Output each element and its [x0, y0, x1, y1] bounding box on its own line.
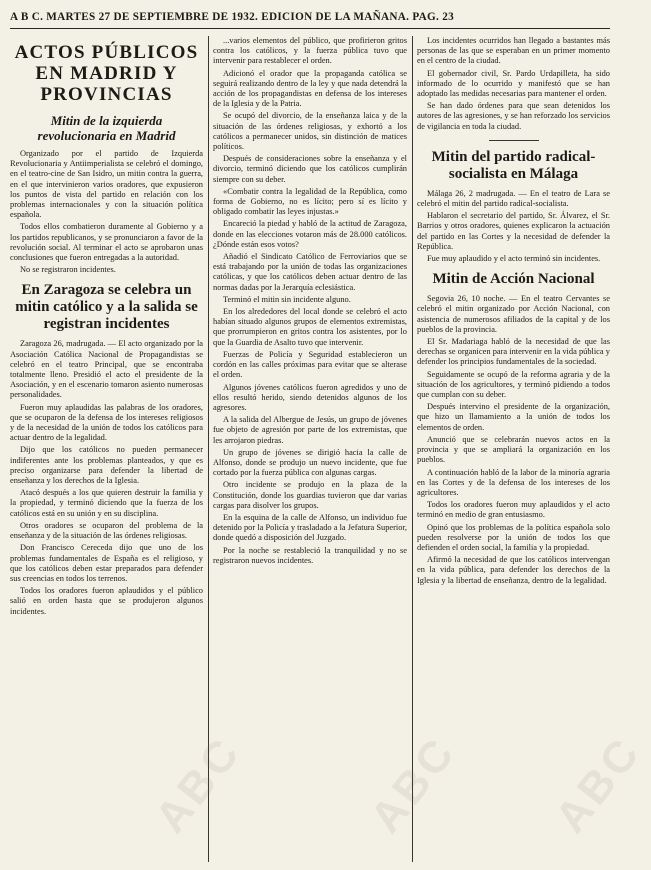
article-headline: Mitin de la izquierda revolucionaria en Madrid — [37, 113, 176, 143]
paragraph: Afirmó la necesidad de que los católicos intervengan en la vida pública, para defender los derechos de la Iglesia y la libertad de enseñanza, dentro de la legalidad. — [417, 555, 610, 585]
abc-watermark: ABC — [360, 727, 466, 843]
paragraph: «Combatir contra la legalidad de la República, como forma de Gobierno, no es lícito; pero sí es lícito y obligado combatir las leyes injustas.» — [213, 186, 407, 217]
paragraph: Todos los oradores fueron aplaudidos y el público salió en orden hasta que se produjeron algunos incidentes. — [10, 586, 203, 616]
paragraph: Después intervino el presidente de la organización, que hizo un llamamiento a la unión de todos los elementos de orden. — [417, 402, 610, 432]
paragraph: A la salida del Albergue de Jesús, un grupo de jóvenes fue objeto de agresión por parte de los extremistas, que les arrojaron piedras. — [213, 415, 407, 445]
paragraph: Añadió el Sindicato Católico de Ferroviarios que se está trabajando por la unión de todas las organizaciones católicas, y que los católicos deben actuar dentro de las normas dadas por la Jerarquía eclesiástica. — [213, 252, 407, 292]
paragraph: Don Francisco Cereceda dijo que uno de los problemas fundamentales de España es el religioso, y que los católicos deben estar preparados para defender sus creencias en todos los terrenos. — [10, 543, 203, 583]
article-headline: En Zaragoza se celebra un mitin católico y a la salida se registran incidentes — [15, 282, 198, 333]
running-head: A B C. MARTES 27 DE SEPTIEMBRE DE 1932. EDICION DE LA MAÑANA. PAG. 23 — [10, 6, 610, 29]
paragraph: A continuación habló de la labor de la minoría agraria en las Cortes y de la defensa de los intereses de los agricultores. — [417, 467, 610, 497]
paragraph: Adicionó el orador que la propaganda católica se seguirá realizando dentro de la ley y que nada detendrá la acción de los propagandistas en defensa de los intereses de la Iglesia y de la Patria. — [213, 68, 407, 109]
article-body — [10, 149, 203, 275]
paragraph: En la esquina de la calle de Alfonso, un individuo fue detenido por la Policía y trasladado a la Jefatura Superior, donde quedó a disposición del Juzgado. — [213, 512, 407, 543]
section-title: ACTOS PÚBLICOS EN MADRID Y PROVINCIAS — [14, 42, 199, 105]
article-accion-nacional — [417, 271, 610, 585]
article-zaragoza — [10, 282, 203, 616]
paragraph: Se ocupó del divorcio, de la enseñanza laica y de la situación de las órdenes religiosas, y exhortó a los católicos a permanecer unidos, sin distinción de matices políticos. — [213, 111, 407, 152]
paragraph: Fuerzas de Policía y Seguridad establecieron un cordón en las calles próximas para evitar que se alterase el orden. — [213, 349, 407, 380]
paragraph: Dijo que los católicos no pueden permanecer indiferentes ante los problemas planteados, y que es preciso organizarse para defender la libertad de enseñanza y los derechos de la Iglesia. — [10, 445, 203, 486]
columns — [10, 36, 610, 862]
paragraph: Otros oradores se ocuparon del problema de la enseñanza y de la situación de las órdenes religiosas. — [10, 520, 203, 541]
article-body — [10, 339, 203, 616]
paragraph: Opinó que los problemas de la política española solo pueden resolverse por la unión de todos los que defienden el orden social, la familia y la propiedad. — [417, 522, 610, 552]
abc-watermark: ABC — [145, 727, 251, 843]
paragraph: Málaga 26, 2 madrugada. — En el teatro de Lara se celebró el mitin del partido radical-socialista. — [417, 188, 610, 209]
article-madrid — [10, 113, 203, 275]
paragraph: El Sr. Madariaga habló de la necesidad de que las derechas se organicen para intervenir en la vida pública y defender los principios fundamentales de la sociedad. — [417, 337, 610, 367]
paragraph: Fue muy aplaudido y el acto terminó sin incidentes. — [427, 254, 601, 264]
paragraph: Otro incidente se produjo en la plaza de la Constitución, donde los guardias tuvieron que dar varias cargas para disolver los grupos. — [213, 480, 407, 510]
paragraph: En los alrededores del local donde se celebró el acto habían situado algunos grupos de elementos extremistas, que prorrumpieron en gritos contra los asistentes, por lo que la Guardia de Asalto tuvo que intervenir. — [213, 307, 407, 347]
paragraph: Hablaron el secretario del partido, Sr. Álvarez, el Sr. Barrios y otros oradores, quienes explicaron la actuación del partido en las Cortes y la necesidad de defender la República. — [417, 211, 610, 251]
paragraph: Los incidentes ocurridos han llegado a bastantes más personas de las que se esperaban en un primer momento en el centro de la ciudad. — [417, 36, 610, 66]
article-body — [417, 294, 610, 585]
paragraph: Todos los oradores fueron muy aplaudidos y el acto terminó en medio de gran entusiasmo. — [417, 500, 610, 520]
paragraph: Algunos jóvenes católicos fueron agredidos y uno de ellos resultó herido, siendo detenidos algunos de los agresores. — [213, 382, 407, 412]
paragraph: Seguidamente se ocupó de la reforma agraria y de la situación de los agricultores, y terminó pidiendo a todos que cumplan con su deber. — [417, 369, 610, 400]
paragraph: Fueron muy aplaudidas las palabras de los oradores, que se ocuparon de la defensa de los intereses religiosos y de la necesidad de la unión de todos los católicos para actuar dentro de la legalidad. — [10, 402, 203, 443]
paragraph: Segovia 26, 10 noche. — En el teatro Cervantes se celebró el mitin organizado por Acción Nacional, con asistencia de numerosos afiliados de la capital y de los pueblos de la provincia. — [417, 294, 610, 334]
paragraph: Organizado por el partido de Izquierda Revolucionaria y Antiimperialista se celebró el domingo, en el teatro-cine de San Isidro, un mitin contra la guerra, en el que intervinieron varios oradores, que expusieron los puntos de vista del partido en relación con los problemas internacionales y con la situación política española. — [10, 149, 203, 220]
newspaper-page — [10, 6, 610, 864]
paragraph: El gobernador civil, Sr. Pardo Urdapilleta, ha sido informado de lo ocurrido y manifestó que se han adoptado las medidas necesarias para mantener el orden. — [417, 68, 610, 99]
column-2 — [213, 36, 407, 862]
column-3 — [417, 36, 610, 862]
paragraph: Un grupo de jóvenes se dirigió hacia la calle de Alfonso, donde se produjo un nuevo incidente, que fue cortado por la fuerza pública con algunas cargas. — [213, 447, 407, 478]
paragraph: Zaragoza 26, madrugada. — El acto organizado por la Asociación Católica Nacional de Propagandistas se celebró en el teatro Principal, que se encontraba totalmente lleno. Presidió el acto el presidente de la Asociación, y en el escenario tomaron asiento numerosas personalidades. — [10, 339, 203, 400]
article-headline: Mitin del partido radical-socialista en Málaga — [431, 148, 596, 182]
paragraph: Todos ellos combatieron duramente al Gobierno y a los partidos republicanos, y se pronunciaron a favor de la revolución social. Al terminar el acto se aprobaron unas conclusiones que fueron entregadas a la autoridad. — [10, 222, 203, 263]
lead-continuation — [417, 36, 610, 132]
paragraph: No se registraron incidentes. — [20, 265, 116, 275]
article-body — [417, 189, 610, 264]
paragraph: ...varios elementos del público, que profirieron gritos contra los católicos, y la fuerza pública tuvo que intervenir para restablecer el orden. — [213, 36, 407, 66]
separator-rule — [489, 140, 539, 141]
paragraph: Terminó el mitin sin incidente alguno. — [223, 294, 351, 304]
paragraph: Se han dado órdenes para que sean detenidos los autores de las agresiones, y se han reforzado los servicios de vigilancia en toda la ciudad. — [417, 101, 610, 131]
article-headline: Mitin de Acción Nacional — [432, 271, 595, 288]
abc-watermark: ABC — [545, 727, 651, 843]
paragraph: Por la noche se restableció la tranquilidad y no se registraron nuevos incidentes. — [213, 545, 407, 565]
paragraph: Anunció que se celebrarán nuevos actos en la provincia y que se ampliará la organización en los pueblos. — [417, 434, 610, 465]
paragraph: Después de consideraciones sobre la enseñanza y el divorcio, terminó diciendo que los católicos cumplirán siempre con su deber. — [213, 154, 407, 184]
column-1 — [10, 36, 203, 862]
paragraph: Atacó después a los que quieren destruir la familia y la propiedad, y terminó diciendo que la fuerza de los católicos está en su unión y en su disciplina. — [10, 488, 203, 518]
paragraph: Encareció la piedad y habló de la actitud de Zaragoza, donde en las elecciones votaron más de 28.000 católicos. ¿Dónde están esos votos? — [213, 219, 407, 249]
article-malaga — [417, 149, 610, 264]
